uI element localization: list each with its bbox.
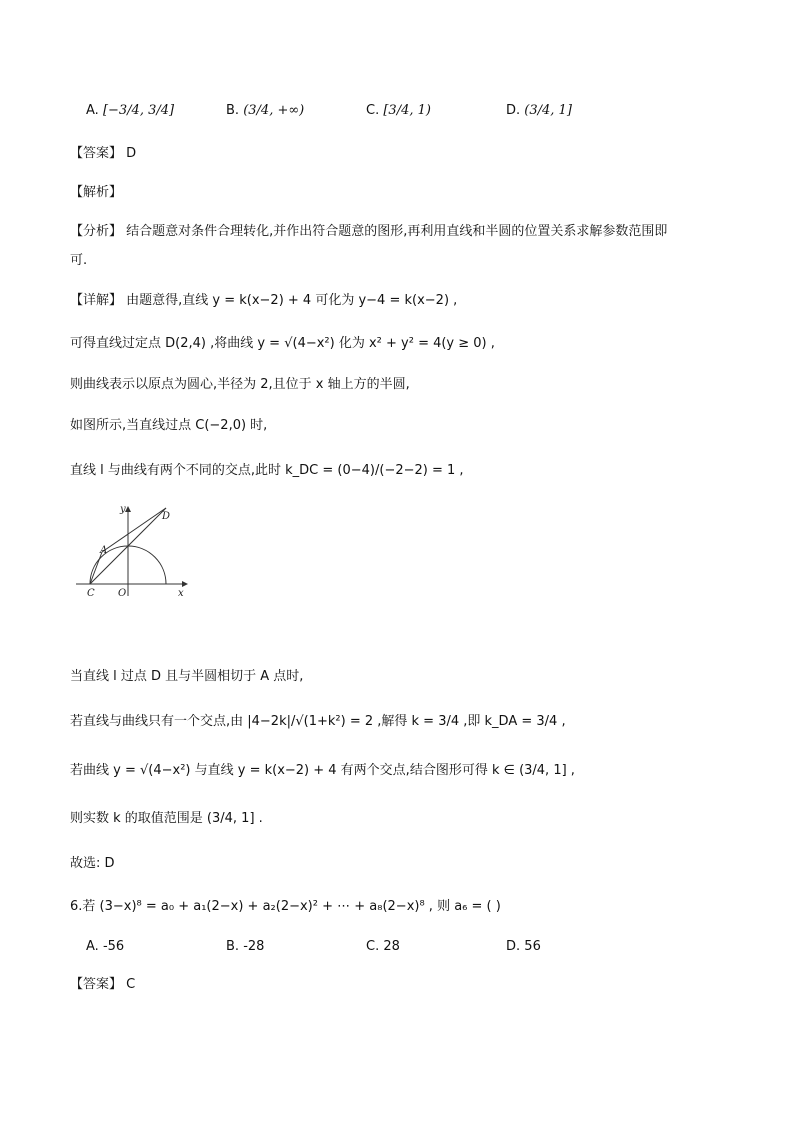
option-text: 28: [383, 939, 400, 954]
option-label: A.: [86, 939, 99, 954]
option-text: (3/4, 1]: [524, 103, 572, 118]
q5-detail-8: 若曲线 y = √(4−x²) 与直线 y = k(x−2) + 4 有两个交点,结合图形可得 k ∈ (3/4, 1] ,: [70, 763, 575, 778]
option-text: -56: [102, 939, 125, 954]
label-o: O: [118, 588, 127, 599]
option-label: B.: [226, 939, 240, 954]
option-label: D.: [506, 939, 521, 954]
line-da: [102, 508, 166, 552]
q5-option-a: [86, 102, 174, 120]
q6-option-a: [86, 938, 124, 956]
q6-option-c: [366, 938, 400, 956]
q6-answer: 【答案】 C: [70, 977, 136, 992]
q6-option-b: [226, 938, 264, 956]
q5-detail-6: 当直线 l 过点 D 且与半圆相切于 A 点时,: [70, 669, 304, 684]
q5-detail-3: 则曲线表示以原点为圆心,半径为 2,且位于 x 轴上方的半圆,: [70, 377, 410, 392]
q5-option-b: [226, 102, 304, 120]
line-ca: [90, 552, 102, 584]
q5-option-d: [506, 102, 572, 120]
option-label: C.: [366, 939, 380, 954]
label-x: x: [178, 588, 184, 599]
option-text: 56: [524, 939, 541, 954]
label-c: C: [87, 588, 95, 599]
q5-analysis-line2: 可.: [70, 253, 88, 268]
option-label: D.: [506, 103, 521, 118]
q5-detail-2: 可得直线过定点 D(2,4) ,将曲线 y = √(4−x²) 化为 x² + y² = 4(y ≥ 0) ,: [70, 336, 495, 351]
label-d: D: [162, 511, 171, 522]
q5-detail-1: 【详解】 由题意得,直线 y = k(x−2) + 4 可化为 y−4 = k(x−2) ,: [70, 293, 458, 308]
option-label: A.: [86, 103, 99, 118]
option-text: [−3/4, 3/4]: [102, 103, 175, 118]
label-a: A: [100, 545, 108, 556]
q5-conclusion: 故选: D: [70, 856, 115, 871]
x-axis-arrow: [182, 581, 188, 587]
q5-analysis-line1: 【分析】 结合题意对条件合理转化,并作出符合题意的图形,再利用直线和半圆的位置关系求解参数范围即: [70, 224, 668, 239]
option-text: -28: [243, 939, 265, 954]
q5-answer: 【答案】 D: [70, 146, 137, 161]
q6-stem: 6.若 (3−x)⁸ = a₀ + a₁(2−x) + a₂(2−x)² + ⋯ + a₈(2−x)⁸ , 则 a₆ = ( ): [70, 899, 501, 914]
option-label: B.: [226, 103, 240, 118]
q5-option-c: [366, 102, 431, 120]
q5-detail-7: 若直线与曲线只有一个交点,由 |4−2k|/√(1+k²) = 2 ,解得 k = 3/4 ,即 k_DA = 3/4 ,: [70, 714, 566, 729]
q6-option-d: [506, 938, 541, 956]
q5-detail-5: 直线 l 与曲线有两个不同的交点,此时 k_DC = (0−4)/(−2−2) = 1 ,: [70, 463, 464, 478]
q5-analysis-heading: 【解析】: [70, 185, 123, 200]
y-axis-arrow: [125, 506, 131, 512]
option-text: (3/4, +∞): [243, 103, 305, 118]
option-label: C.: [366, 103, 380, 118]
semicircle-line-figure: [70, 500, 200, 600]
label-y: y: [120, 504, 126, 515]
option-text: [3/4, 1): [383, 103, 431, 118]
q5-detail-9: 则实数 k 的取值范围是 (3/4, 1] .: [70, 811, 263, 826]
q5-detail-4: 如图所示,当直线过点 C(−2,0) 时,: [70, 418, 268, 433]
